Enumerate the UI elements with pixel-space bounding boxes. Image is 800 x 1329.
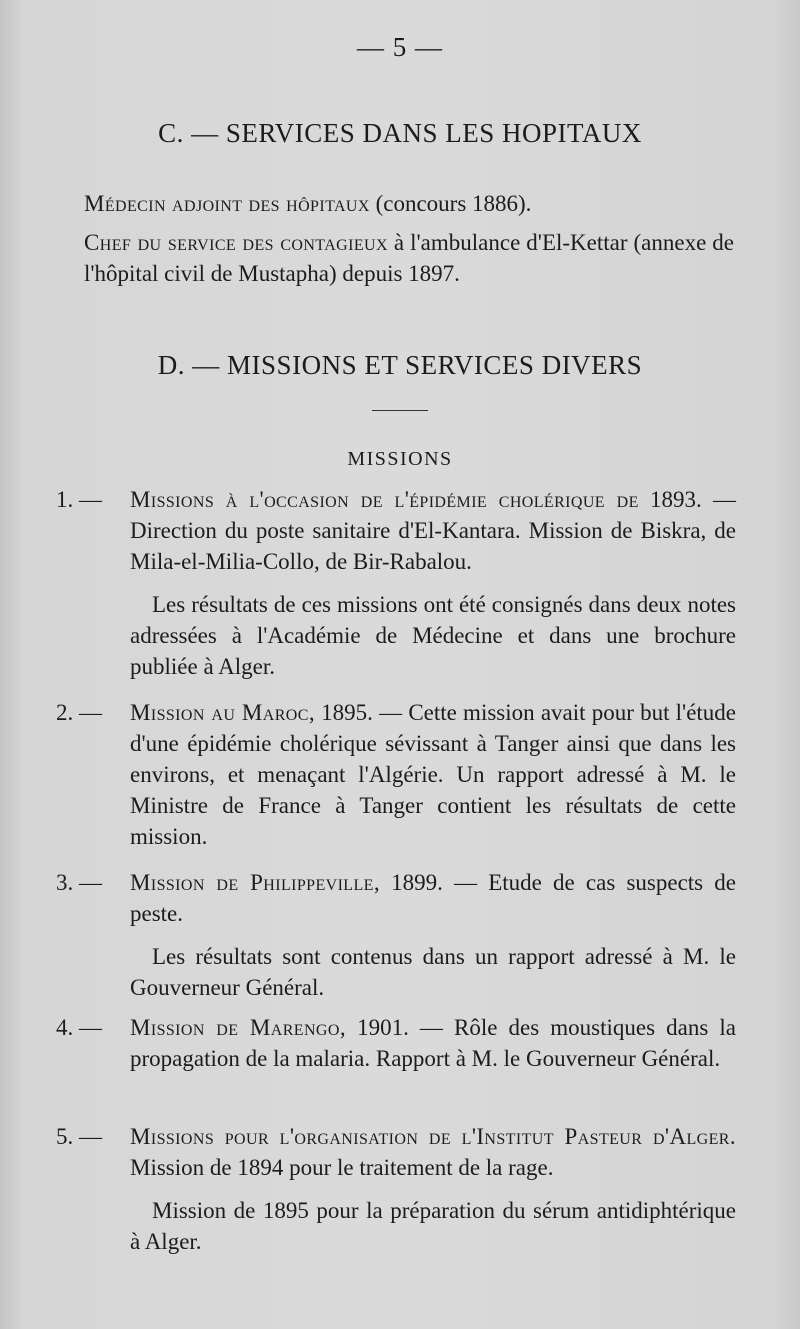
section-d-heading: D. — MISSIONS ET SERVICES DIVERS — [157, 350, 643, 380]
role-detail: à l'ambulance d'El-Kettar (annexe de l'hôpital civil de Mustapha) depuis 1897. — [84, 230, 735, 286]
item-text — [130, 697, 736, 852]
item-description: 1901. — Rôle des moustiques dans la propagation de la malaria. Rapport à M. le Gouverneur Général. — [130, 1015, 736, 1071]
section-c-heading: C. — SERVICES DANS LES HOPITAUX — [158, 118, 642, 148]
mission-item-5 — [56, 1121, 736, 1257]
role-title: Médecin adjoint des hôpitaux — [84, 191, 370, 216]
mission-item-2 — [56, 697, 736, 852]
role-detail: (concours 1886). — [369, 191, 532, 216]
item-description: Mission de 1894 pour le traitement de la rage. — [130, 1155, 554, 1180]
divider — [372, 410, 428, 411]
item-number: 5. — — [56, 1124, 102, 1149]
mission-item-4 — [56, 1012, 736, 1074]
item-text — [130, 867, 736, 929]
item-number: 2. — — [56, 700, 102, 725]
item-title: Mission au Maroc, — [130, 700, 315, 725]
item-number: 1. — — [56, 487, 102, 512]
missions-subheading: MISSIONS — [347, 448, 453, 470]
item-note: Les résultats sont contenus dans un rapport adressé à M. le Gouverneur Général. — [130, 944, 736, 1000]
section-c-paragraph-2 — [84, 227, 734, 289]
item-number: 4. — — [56, 1015, 102, 1040]
item-title: Missions à l'occasion de l'épidémie cholérique de — [130, 487, 639, 512]
item-note: Les résultats de ces missions ont été consignés dans deux notes adressées à l'Académie de Médecine et dans une brochure publiée à Alger. — [130, 592, 736, 679]
section-c-paragraph-1 — [84, 188, 734, 219]
page-number: — 5 — — [357, 32, 443, 62]
item-title: Mission de Philippeville, — [130, 870, 380, 895]
item-note: Mission de 1895 pour la préparation du sérum antidiphtérique à Alger. — [130, 1198, 736, 1254]
item-description: 1899. — Etude de cas suspects de peste. — [130, 870, 737, 926]
mission-item-3 — [56, 867, 736, 1003]
item-title: Mission de Marengo, — [130, 1015, 346, 1040]
role-title: Chef du service des contagieux — [84, 230, 388, 255]
item-title: Missions pour l'organisation de l'Institut Pasteur d'Alger. — [130, 1124, 736, 1149]
item-text — [130, 1121, 736, 1183]
item-text — [130, 484, 736, 577]
item-description: 1893. — Direction du poste sanitaire d'El-Kantara. Mission de Biskra, de Mila-el-Milia-Collo, de Bir-Rabalou. — [130, 487, 737, 574]
item-description: 1895. — Cette mission avait pour but l'étude d'une épidémie cholérique sévissant à Tanger ainsi que dans les environs, et menaçant l'Algérie. Un rapport adressé à M. le Ministre de France à Tanger contient les résultats de cette mission. — [130, 700, 737, 849]
item-number: 3. — — [56, 870, 102, 895]
item-text — [130, 1012, 736, 1074]
mission-item-1 — [56, 484, 736, 682]
